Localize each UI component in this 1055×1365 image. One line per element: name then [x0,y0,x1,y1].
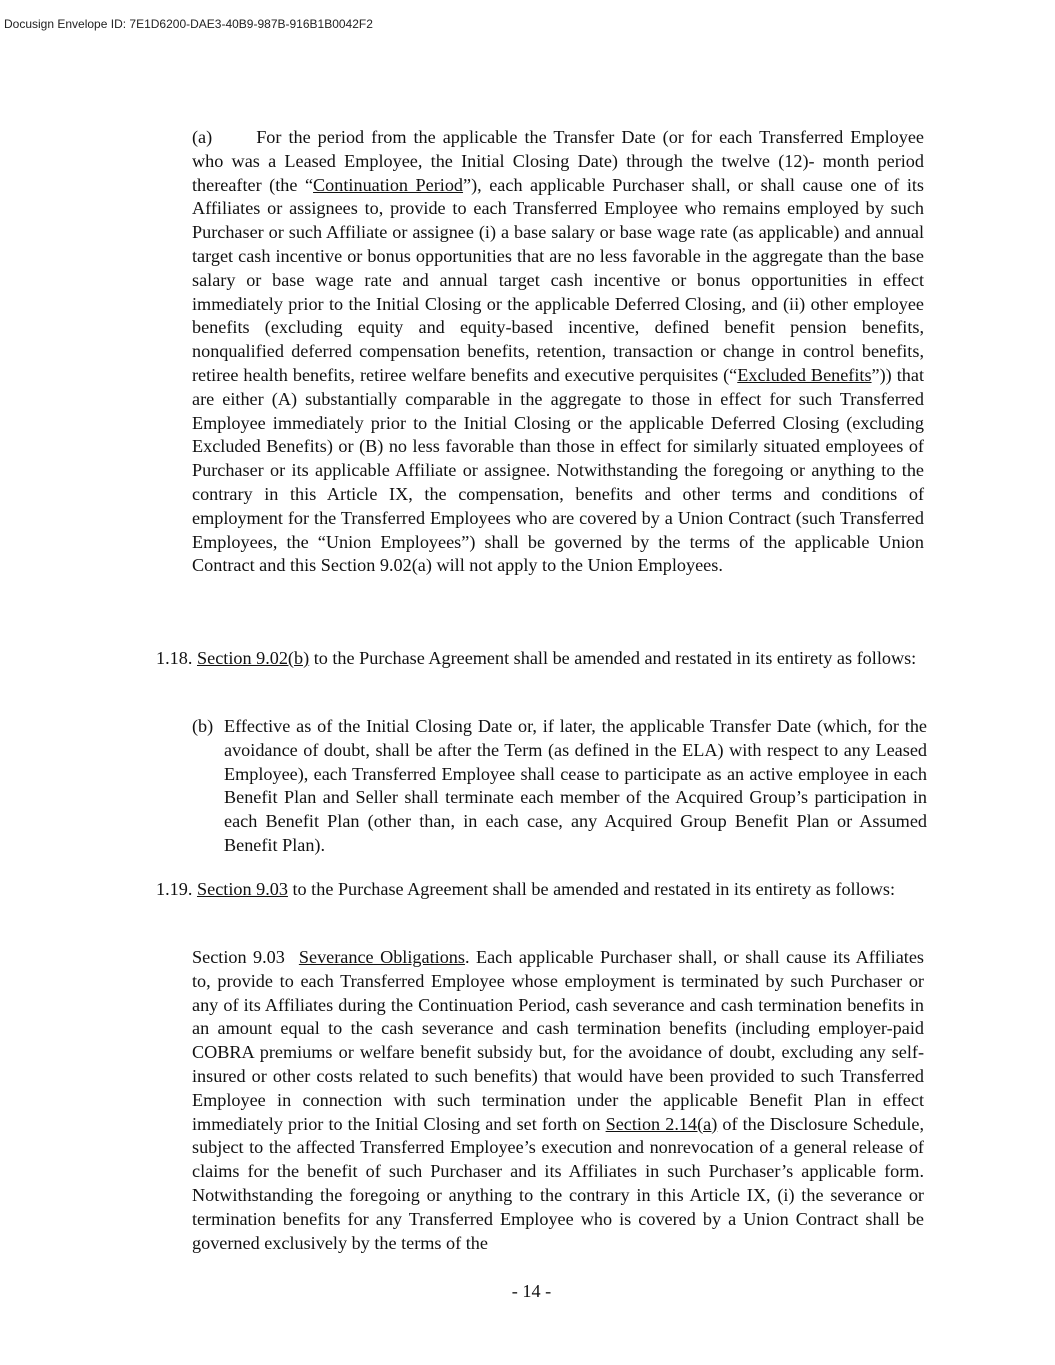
paragraph-a: (a) For the period from the applicable the Transfer Date (or for each Transferred Employee who was a Leased Employee, the Initial Closing Date) through the twelve (12)- month period thereafter (the “Continuation Period”), each applicable Purchaser shall, or shall cause one of its Affiliates or assignees to, provide to each Transferred Employee who remains employed by such Purchaser or such Affiliate or assignee (i) a base salary or base wage rate (as applicable) and annual target cash incentive or bonus opportunities that are no less favorable in the aggregate than the base salary or base wage rate and annual target cash incentive or bonus opportunities in effect immediately prior to the Initial Closing or the applicable Deferred Closing, and (ii) other employee benefits (excluding equity and equity-based incentive, defined benefit pension benefits, nonqualified deferred compensation benefits, retention, transaction or change in control benefits, retiree health benefits, retiree welfare benefits and executive perquisites (“Excluded Benefits”)) that are either (A) substantially comparable in the aggregate to those in effect for such Transferred Employee immediately prior to the Initial Closing or the applicable Deferred Closing (excluding Excluded Benefits) or (B) no less favorable than those in effect for similarly situated employees of Purchaser or its applicable Affiliate or assignee. Notwithstanding the foregoing or anything to the contrary in this Article IX, the compensation, benefits and other terms and conditions of employment for the Transferred Employees who are covered by a Union Contract (such Transferred Employees, the “Union Employees”) shall be governed by the terms of the applicable Union Contract and this Section 9.02(a) will not apply to the Union Employees. [192,127,924,576]
envelope-id: Docusign Envelope ID: 7E1D6200-DAE3-40B9-987B-916B1B0042F2 [4,17,373,31]
section-902b-ref: Section 9.02(b) [197,648,310,668]
section-903-heading: Section 9.03 [192,947,285,967]
item-119-number: 1.19. [156,879,193,899]
paragraph-b-text: Effective as of the Initial Closing Date or, if later, the applicable Transfer Date (which, for the avoidance of doubt, shall be after the Term (as defined in the ELA) with respect to any Leased Employee), each Transferred Employee shall cease to participate as an active employee in each Benefit Plan and Seller shall terminate each member of the Acquired Group’s participation in each Benefit Plan (other than, in each case, any Acquired Group Benefit Plan or Assumed Benefit Plan). [224,716,927,855]
item-119-text: Section 9.03 to the Purchase Agreement shall be amended and restated in its entirety as follows: [197,879,896,899]
section-903-paragraph: Section 9.03 Severance Obligations. Each applicable Purchaser shall, or shall cause its Affiliates to, provide to each Transferred Employee whose employment is terminated by such Purchaser or any of its Affiliates during the Continuation Period, cash severance and cash termination benefits in an amount equal to the cash severance and cash termination benefits (including employer-paid COBRA premiums or welfare benefit subsidy but, for the avoidance of doubt, excluding any self-insured or other costs related to such benefits) that would have been provided to such Transferred Employee in connection with such termination under the applicable Benefit Plan in effect immediately prior to the Initial Closing and set forth on Section 2.14(a) of the Disclosure Schedule, subject to the affected Transferred Employee’s execution and nonrevocation of a general release of claims for the benefit of such Purchaser and its Affiliates in such Purchaser’s applicable form. Notwithstanding the foregoing or anything to the contrary in this Article IX, (i) the severance or termination benefits for any Transferred Employee who is covered by a Union Contract shall be governed exclusively by the terms of the [192,947,925,1253]
severance-obligations-title: Severance Obligations [298,947,465,967]
section-214a-ref: Section 2.14(a) [605,1113,718,1134]
paragraph-a-label: (a) [192,127,213,147]
continuation-period-term: Continuation Period [313,174,464,195]
item-118-text: Section 9.02(b) to the Purchase Agreement shall be amended and restated in its entirety as follows: [197,648,917,668]
excluded-benefits-term: Excluded Benefits [737,364,872,385]
section-903-ref: Section 9.03 [197,879,288,899]
paragraph-b-label: (b) [192,716,214,736]
item-118-number: 1.18. [156,648,193,668]
page-number: - 14 - [511,1281,552,1301]
